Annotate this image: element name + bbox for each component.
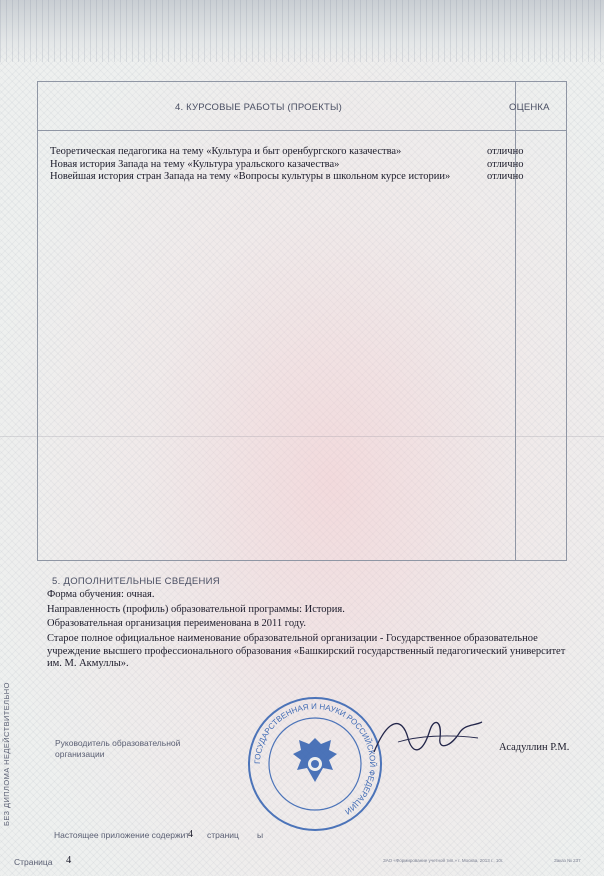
course-grade: отлично — [487, 171, 524, 182]
course-grade: отлично — [487, 146, 524, 157]
serial-info: Заказ № 237 — [554, 858, 581, 863]
pages-count-word: страниц — [207, 830, 239, 840]
course-grade: отлично — [487, 158, 524, 170]
official-seal-stamp — [247, 696, 383, 832]
program-profile-line: Направленность (профиль) образовательной программы: История. — [47, 604, 345, 615]
printer-info: ЗАО «Формирование учетной тип.» г. Москва, 2013 г., 10г. — [383, 858, 504, 863]
pages-count-prefix: Настоящее приложение содержит — [54, 830, 190, 840]
side-validity-note: БЕЗ ДИПЛОМА НЕДЕЙСТВИТЕЛЬНО — [2, 682, 11, 826]
pages-count-value: 4 — [188, 829, 193, 840]
grade-column-header: ОЦЕНКА — [509, 102, 550, 113]
handwritten-signature — [368, 708, 488, 766]
old-name-paragraph: Старое полное официальное наименование образовательной организации - Государственное образовательное учреждение высшего профессионального образования «Башкирский государственный педагогический университет им. М. Акмуллы». — [47, 633, 566, 669]
page-number: 4 — [66, 855, 72, 866]
head-of-organization-name: Асадуллин Р.М. — [499, 742, 570, 753]
course-works-section-title: 4. КУРСОВЫЕ РАБОТЫ (ПРОЕКТЫ) — [175, 102, 342, 113]
course-item: Новейшая история стран Запада на тему «Вопросы культуры в школьном курсе истории» — [50, 171, 451, 182]
page-label: Страница — [14, 857, 53, 867]
course-list — [50, 146, 505, 184]
study-form-line: Форма обучения: очная. — [47, 589, 155, 600]
course-item: Теоретическая педагогика на тему «Культура и быт оренбургского казачества» — [50, 146, 402, 157]
head-of-organization-label: Руководитель образовательной организации — [55, 738, 181, 759]
pages-count-suffix: ы — [257, 830, 264, 840]
table-header-separator — [38, 130, 566, 131]
grade-list — [487, 146, 557, 184]
renamed-line: Образовательная организация переименована в 2011 году. — [47, 618, 306, 629]
additional-info-section-title: 5. ДОПОЛНИТЕЛЬНЫЕ СВЕДЕНИЯ — [52, 576, 220, 587]
course-works-table — [37, 81, 567, 561]
guilloche-top-band — [0, 0, 604, 62]
seal-ring-text: ГОСУДАРСТВЕННАЯ И НАУКИ РОССИЙСКОЙ ФЕДЕРАЦИИ — [252, 701, 378, 817]
double-headed-eagle-icon — [293, 738, 337, 782]
course-item: Новая история Запада на тему «Культура уральского казачества» — [50, 158, 340, 170]
